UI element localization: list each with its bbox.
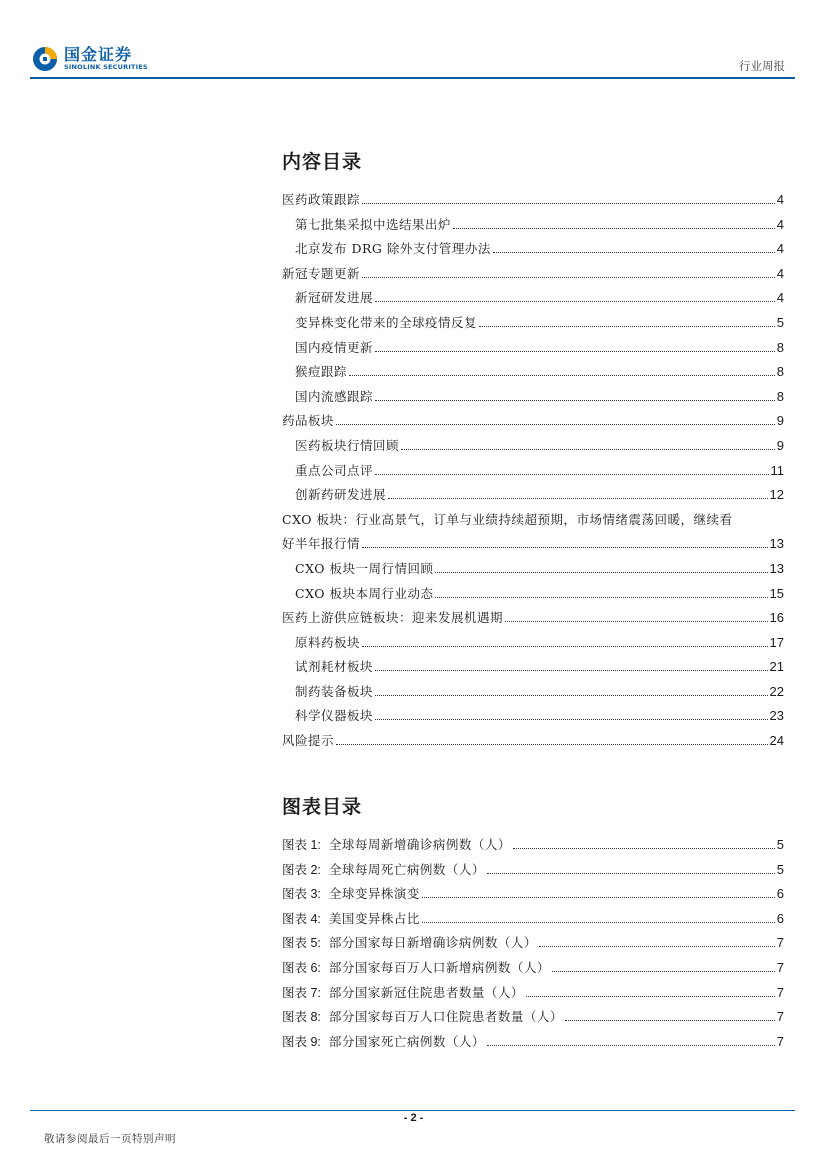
figure-entry[interactable]: 图表 3: 全球变异株演变 6 bbox=[282, 886, 784, 902]
logo-mark-icon bbox=[32, 46, 58, 72]
toc-entry[interactable]: 创新药研发进展 12 bbox=[295, 487, 784, 503]
contents-section bbox=[282, 150, 784, 756]
contents-title: 内容目录 bbox=[282, 151, 363, 173]
footer-disclaimer: 敬请参阅最后一页特别声明 bbox=[44, 1133, 176, 1145]
toc-entry[interactable]: 变异株变化带来的全球疫情反复 5 bbox=[295, 314, 784, 330]
figure-entry[interactable]: 图表 5: 部分国家每日新增确诊病例数（人） 7 bbox=[282, 935, 784, 951]
toc-entry[interactable]: CXO 板块本周行业动态 15 bbox=[295, 585, 784, 601]
toc-entry[interactable]: 药品板块 9 bbox=[282, 413, 784, 429]
toc-entry[interactable]: 医药政策跟踪 4 bbox=[282, 192, 784, 207]
figures-title: 图表目录 bbox=[282, 796, 363, 818]
toc-entry[interactable]: 医药上游供应链板块：迎来发展机遇期 16 bbox=[282, 610, 784, 626]
toc-entry[interactable]: 风险提示 24 bbox=[282, 733, 784, 749]
toc-entry[interactable]: 第七批集采拟中选结果出炉 4 bbox=[295, 216, 784, 232]
toc-entry[interactable]: 新冠专题更新 4 bbox=[282, 265, 784, 281]
toc-entry[interactable]: 猴痘跟踪 8 bbox=[295, 364, 784, 380]
toc-entry[interactable]: 重点公司点评 11 bbox=[295, 462, 784, 478]
toc-entry[interactable]: 国内流感跟踪 8 bbox=[295, 388, 784, 404]
toc-entry[interactable]: 原料药板块 17 bbox=[295, 634, 784, 650]
figure-entry[interactable]: 图表 9: 部分国家死亡病例数（人） 7 bbox=[282, 1033, 784, 1049]
toc-entry[interactable]: 北京发布 DRG 除外支付管理办法 4 bbox=[295, 241, 784, 257]
footer-divider bbox=[30, 1110, 795, 1111]
toc-entry[interactable]: 科学仪器板块 23 bbox=[295, 708, 784, 724]
figure-entry[interactable]: 图表 2: 全球每周死亡病例数（人） 5 bbox=[282, 861, 784, 877]
figure-entry[interactable]: 图表 6: 部分国家每百万人口新增病例数（人） 7 bbox=[282, 959, 784, 975]
toc-entry[interactable]: 试剂耗材板块 21 bbox=[295, 659, 784, 675]
toc-entry[interactable]: CXO 板块一周行情回顾 13 bbox=[295, 560, 784, 576]
page-number: - 2 - bbox=[403, 1112, 424, 1124]
figure-entry[interactable]: 图表 4: 美国变异株占比 6 bbox=[282, 910, 784, 926]
toc-entry[interactable]: CXO 板块：行业高景气，订单与业绩持续超预期，市场情绪震荡回暖，继续看 好半年报行情 13 bbox=[282, 511, 784, 552]
logo-chinese-name: 国金证券 bbox=[64, 45, 133, 64]
header-divider bbox=[30, 77, 795, 79]
figures-section bbox=[282, 795, 784, 1056]
figure-entry[interactable]: 图表 1: 全球每周新增确诊病例数（人） 5 bbox=[282, 837, 784, 852]
figure-entry[interactable]: 图表 7: 部分国家新冠住院患者数量（人） 7 bbox=[282, 984, 784, 1000]
toc-entry[interactable]: 国内疫情更新 8 bbox=[295, 339, 784, 355]
document-type: 行业周报 bbox=[739, 59, 785, 73]
toc-entry[interactable]: 制药装备板块 22 bbox=[295, 683, 784, 699]
toc-entry-label-line1: CXO 板块：行业高景气，订单与业绩持续超预期，市场情绪震荡回暖，继续看 bbox=[282, 511, 733, 527]
toc-entry-label-line2: 好半年报行情 bbox=[282, 536, 361, 552]
toc-entry[interactable]: 医药板块行情回顾 9 bbox=[295, 437, 784, 453]
company-logo bbox=[32, 46, 148, 72]
logo-english-name: SINOLINK SECURITIES bbox=[64, 63, 148, 71]
toc-entry[interactable]: 新冠研发进展 4 bbox=[295, 290, 784, 306]
figure-entry[interactable]: 图表 8: 部分国家每百万人口住院患者数量（人） 7 bbox=[282, 1009, 784, 1025]
